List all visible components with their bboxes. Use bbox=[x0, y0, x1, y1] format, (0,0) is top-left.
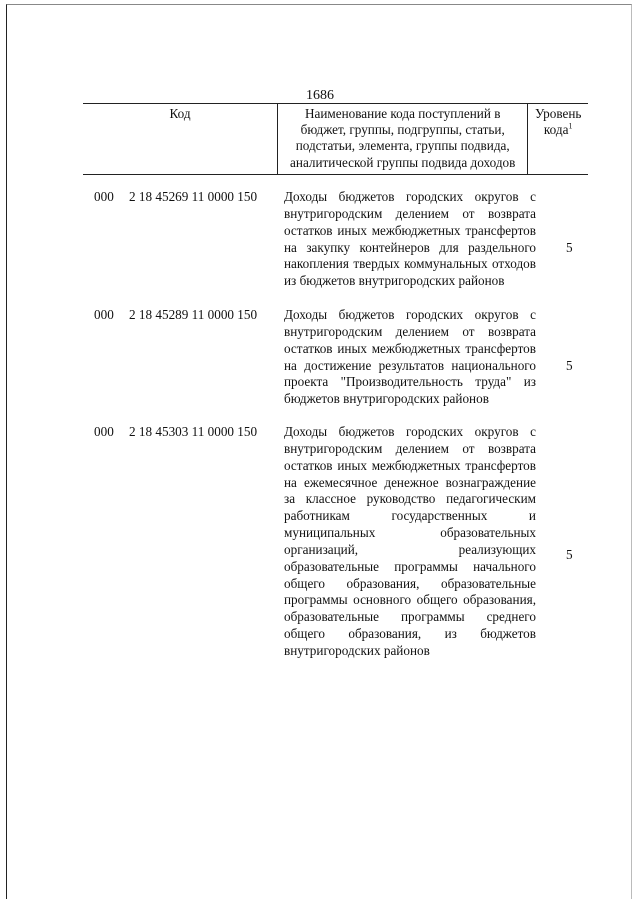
footnote-mark: 1 bbox=[568, 121, 573, 131]
code-level: 5 bbox=[566, 358, 573, 373]
revenue-code: 2 18 45303 11 0000 150 bbox=[129, 424, 258, 439]
table-row bbox=[83, 189, 588, 307]
admin-code: 000 bbox=[94, 307, 114, 322]
table-row bbox=[83, 424, 588, 694]
header-level bbox=[528, 104, 588, 175]
admin-code: 000 bbox=[94, 189, 114, 204]
header-code: Код bbox=[83, 104, 278, 175]
header-name-line: бюджет, группы, подгруппы, статьи, bbox=[300, 122, 505, 138]
header-level-line bbox=[530, 122, 586, 138]
revenue-name: Доходы бюджетов городских округов с внутригородским делением от возврата остатков иных межбюджетных трансфертов на достижение результатов национального проекта "Производительность труда" из бюджетов внутригородских районов bbox=[284, 307, 536, 407]
revenue-code: 2 18 45289 11 0000 150 bbox=[129, 307, 258, 322]
table-row bbox=[83, 307, 588, 425]
header-name-line: подстатьи, элемента, группы подвида, bbox=[295, 138, 510, 154]
header-level-line: Уровень bbox=[534, 106, 582, 121]
header-name-line: Наименование кода поступлений в bbox=[304, 106, 501, 121]
revenue-name: Доходы бюджетов городских округов с внутригородским делением от возврата остатков иных межбюджетных трансфертов на ежемесячное денежное вознаграждение за классное руководство педагогическим работникам государственных и муниципальных образовательных организаций, реализующих образовательные программы начального общего образования, образовательные программы основного общего образования, образовательные программы среднего общего образования, из бюджетов внутригородских районов bbox=[284, 424, 536, 658]
code-level: 5 bbox=[566, 240, 573, 255]
code-level: 5 bbox=[566, 547, 573, 562]
admin-code: 000 bbox=[94, 424, 114, 439]
page-number: 1686 bbox=[306, 88, 334, 103]
header-name-line: аналитической группы подвида доходов bbox=[290, 154, 516, 170]
revenue-code: 2 18 45269 11 0000 150 bbox=[129, 189, 258, 204]
table-header bbox=[83, 103, 588, 175]
header-level-kod: кода bbox=[543, 122, 569, 138]
header-name bbox=[278, 104, 528, 175]
revenue-name: Доходы бюджетов городских округов с внутригородским делением от возврата остатков иных межбюджетных трансфертов на закупку контейнеров для раздельного накопления твердых коммунальных отходов из бюджетов внутригородских районов bbox=[284, 189, 536, 289]
